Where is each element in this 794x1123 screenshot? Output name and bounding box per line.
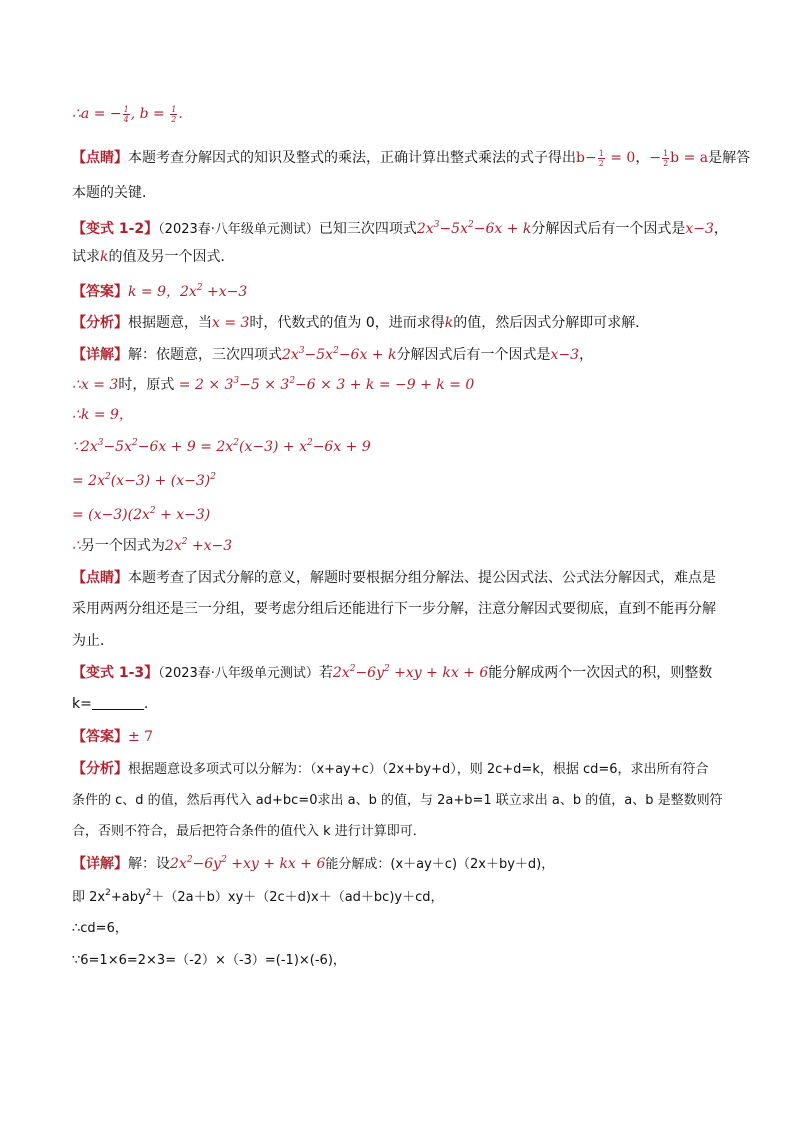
step-6: ∴另一个因式为$2x^2 +x-3$ bbox=[72, 537, 233, 554]
math-inline: b− $\frac{1}{2}$ = 0 bbox=[576, 148, 636, 168]
math-result: ∴a = − $\frac{1}{4}$ , b = $\frac{1}{2}$ . bbox=[72, 104, 183, 124]
bianshi-1-2-line-1: 【变式 1-2】（2023春·八年级单元测试）已知三次四项式$2x^3-5x^2-6x + k$分解因式后有一个因式是x−3， bbox=[72, 220, 728, 237]
xiangjie-1-3: 【详解】解：设$2x^2-6y^2 +xy$ + kx + 6能分解成：(x＋ay＋c)（2x＋by＋d)， bbox=[72, 855, 555, 872]
fenxi-1-3-line-3: 合，否则不符合，最后把符合条件的值代入 k 进行计算即可． bbox=[72, 824, 426, 839]
answer-1-3: 【答案】± 7 bbox=[72, 729, 154, 745]
result-line bbox=[72, 103, 736, 125]
dianjing-1-line-1: 【点睛】本题考查分解因式的知识及整式的乘法，正确计算出整式乘法的式子得出b− $\frac{1}{2}$ = 0，− $\frac{1}{2}$ b = a是解答 bbox=[72, 148, 751, 168]
step-4: = $2x^2(x-3) + (x-3)^2$ bbox=[72, 472, 216, 489]
step-2: ∴k = 9， bbox=[72, 407, 133, 423]
dianjing-1-line-2: 本题的关键． bbox=[72, 185, 156, 201]
math-inline: x−3 bbox=[685, 221, 714, 237]
step-5: = $(x-3)(2x^2 + x-3)$ bbox=[72, 506, 211, 523]
math-inline: − $\frac{1}{2}$ b = a bbox=[649, 148, 709, 168]
xiangjie-1-2: 【详解】解：依题意，三次四项式$2x^3-5x^2-6x + k$分解因式后有一个因式是x−3， bbox=[72, 346, 594, 363]
math-inline: k = 9，$2x^2 +x-3$ bbox=[128, 283, 248, 300]
math-inline: $2x^3-5x^2-6x + k$ bbox=[282, 346, 397, 363]
step-3: $\because 2x^3-5x^2-6x + 9 = 2x^2(x-3) + x^2-6x + 9$ bbox=[72, 438, 371, 455]
fenxi-1-3-line-2: 条件的 c、d 的值，然后再代入 ad+bc=0求出 a、b 的值，与 2a+b=1 联立求出 a、b 的值，a、b 是整数则符 bbox=[72, 793, 723, 808]
step-1: ∴x = 3时，原式 = $2 \times 3^3-5 \times 3^2-6 \times 3 + k = -9 + k = 0$ bbox=[72, 376, 475, 393]
dianjing-2-line-3: 为止． bbox=[72, 633, 114, 649]
fenxi-1-2: 【分析】根据题意，当x = 3时，代数式的值为 0，进而求得k的值，然后因式分解即可求解． bbox=[72, 315, 650, 331]
s4-line: ∵6=1×6=2×3=（-2）×（-3）=(-1)×(-6)， bbox=[72, 953, 346, 968]
bianshi-tag: 【变式 1-2】 bbox=[72, 221, 159, 237]
answer-1-2: 【答案】k = 9，$2x^2 +x-3$ bbox=[72, 283, 248, 300]
s3-line: ∴cd=6， bbox=[72, 921, 128, 936]
dianjing-tag: 【点睛】 bbox=[72, 150, 128, 166]
math-inline: $2x^3-5x^2-6x + k$ bbox=[416, 220, 532, 237]
bianshi-1-2-line-2: 试求k的值及另一个因式． bbox=[72, 249, 235, 265]
answer-blank[interactable] bbox=[92, 695, 144, 710]
dianjing-2-line-1: 【点睛】本题考查了因式分解的意义，解题时要根据分组分解法、提公因式法、公式法分解因式，难点是 bbox=[72, 570, 716, 586]
bianshi-1-3-line-2: k= . bbox=[72, 696, 149, 712]
dianjing-2-line-2: 采用两两分组还是三一分组，要考虑分组后还能进行下一步分解，注意分解因式要彻底，直到不能再分解 bbox=[72, 601, 716, 617]
fenxi-1-3-line-1: 【分析】根据题意设多项式可以分解为：（x+ay+c）（2x+by+d），则 2c+d=k，根据 cd=6，求出所有符合 bbox=[72, 761, 709, 777]
s2-line: 即 $2x^2+aby^2+(2a+b)xy+(2c+d)x+(ad+bc)y+cd$， bbox=[72, 888, 444, 905]
bianshi-1-3-line-1: 【变式 1-3】（2023春·八年级单元测试）若$2x^2-6y^2 +xy$ + kx + 6能分解成两个一次因式的积，则整数 bbox=[72, 664, 713, 681]
